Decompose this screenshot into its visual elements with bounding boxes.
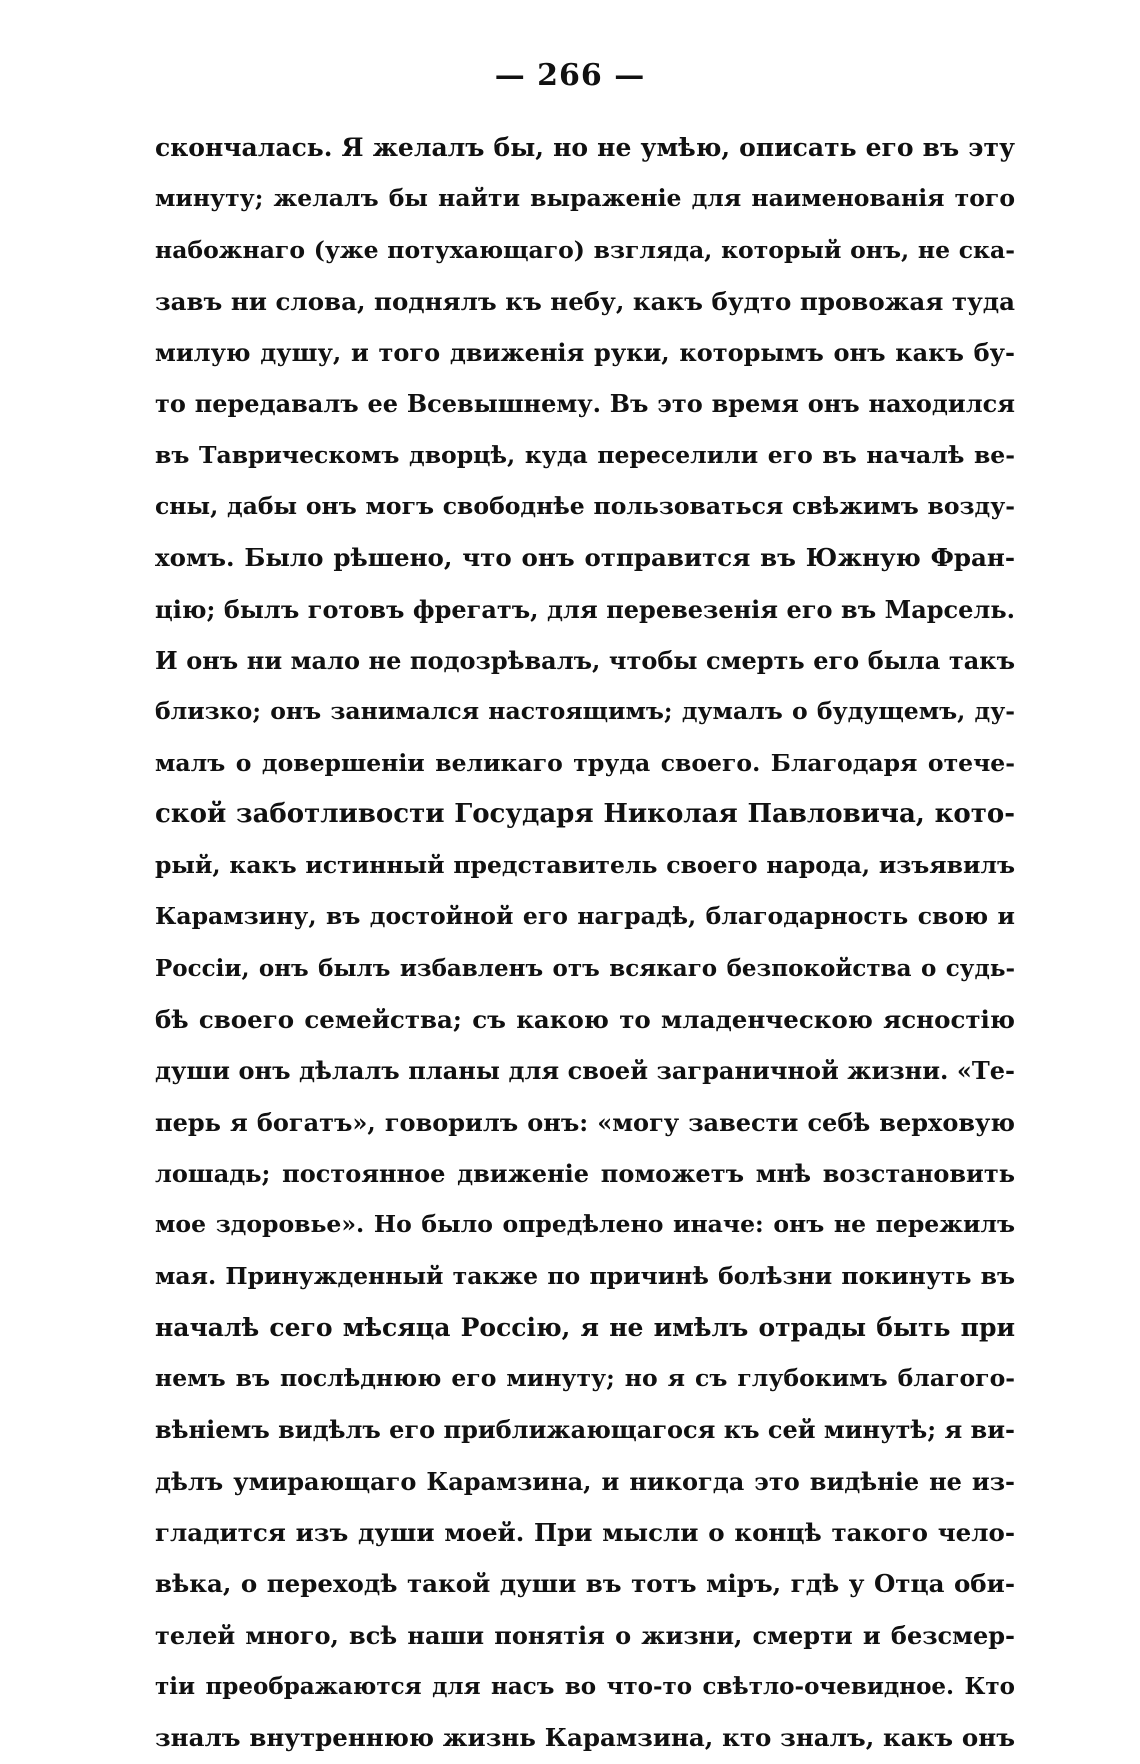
text-line: минуту; желалъ бы найти выраженіе для наименованія того (155, 184, 1015, 213)
text-line: хомъ. Было рѣшено, что онъ отправится въ Южную Фран- (155, 543, 1015, 573)
text-line: набожнаго (уже потухающаго) взгляда, который онъ, не ска- (155, 235, 1015, 264)
text-line: бѣ своего семейства; съ какою то младенческою ясностію (155, 1005, 1015, 1035)
text-line: скончалась. Я желалъ бы, но не умѣю, описать его въ эту (155, 133, 1015, 162)
text-line: началѣ сего мѣсяца Россію, я не имѣлъ отрады быть при (155, 1312, 1015, 1342)
text-line: сны, дабы онъ могъ свободнѣе пользоваться свѣжимъ возду- (155, 492, 1015, 521)
text-line: то передавалъ ее Всевышнему. Въ это время онъ находился (155, 389, 1015, 419)
text-line: зналъ внутреннюю жизнь Карамзина, кто зналъ, какъ онъ (155, 1723, 1015, 1753)
text-line: милую душу, и того движенія руки, которымъ онъ какъ бу- (155, 338, 1015, 368)
text-line: Карамзину, въ достойной его наградѣ, благодарность свою и (155, 902, 1015, 931)
text-line: мая. Принужденный также по причинѣ болѣзни покинуть въ (155, 1261, 1015, 1290)
text-line: ской заботливости Государя Николая Павловича, кото- (155, 798, 1015, 829)
text-line: телей много, всѣ наши понятія о жизни, смерти и безсмер- (155, 1620, 1015, 1650)
text-line: лошадь; постоянное движеніе поможетъ мнѣ возстановить (155, 1158, 1015, 1188)
text-line: И онъ ни мало не подозрѣвалъ, чтобы смерть его была такъ (155, 645, 1015, 675)
text-line: рый, какъ истинный представитель своего народа, изъявилъ (155, 851, 1015, 880)
text-line: близко; онъ занимался настоящимъ; думалъ о будущемъ, ду- (155, 697, 1015, 726)
text-line: завъ ни слова, поднялъ къ небу, какъ будто провожая туда (155, 286, 1015, 316)
body-text (155, 122, 1015, 1764)
text-line: дѣлъ умирающаго Карамзина, и никогда это видѣніе не из- (155, 1466, 1015, 1496)
text-line: вѣка, о переходѣ такой души въ тотъ міръ, гдѣ у Отца оби- (155, 1569, 1015, 1599)
text-line: немъ въ послѣднюю его минуту; но я съ глубокимъ благого- (155, 1364, 1015, 1393)
text-line: въ Таврическомъ дворцѣ, куда переселили его въ началѣ ве- (155, 440, 1015, 469)
page-number: — 266 — (494, 58, 646, 93)
text-line: гладится изъ души моей. При мысли о концѣ такого чело- (155, 1518, 1015, 1548)
text-line: малъ о довершеніи великаго труда своего. Благодаря отече- (155, 748, 1015, 777)
text-line: мое здоровье». Но было опредѣлено иначе: онъ не пережилъ (155, 1210, 1015, 1239)
text-line: тіи преображаются для насъ во что-то свѣтло-очевидное. Кто (155, 1672, 1015, 1700)
text-line: вѣніемъ видѣлъ его приближающагося къ сей минутѣ; я ви- (155, 1415, 1015, 1445)
text-line: души онъ дѣлалъ планы для своей заграничной жизни. «Те- (155, 1056, 1015, 1086)
text-line: цію; былъ готовъ фрегатъ, для перевезенія его въ Марсель. (155, 594, 1015, 624)
text-line: Россіи, онъ былъ избавленъ отъ всякаго безпокойства о судь- (155, 954, 1015, 982)
text-line: перь я богатъ», говорилъ онъ: «могу завести себѣ верховую (155, 1107, 1015, 1137)
